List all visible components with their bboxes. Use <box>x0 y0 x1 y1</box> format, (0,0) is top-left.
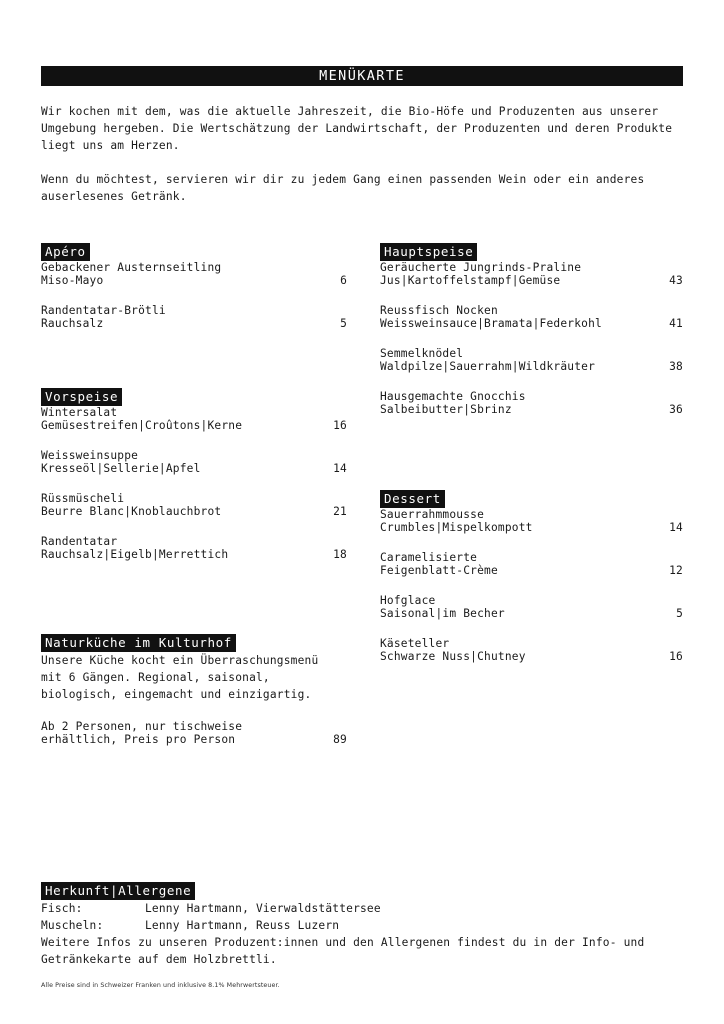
item-description: Schwarze Nuss|Chutney <box>380 650 526 663</box>
section-apero <box>41 243 347 347</box>
origin-label: Muscheln: <box>41 919 104 932</box>
intro-line: Wir kochen mit dem, was die aktuelle Jahreszeit, die Bio-Höfe und Produzenten aus unserer <box>41 105 659 118</box>
section-naturkueche <box>41 634 347 746</box>
item-description: Kresseöl|Sellerie|Apfel <box>41 462 201 475</box>
intro-text <box>41 103 691 205</box>
hauptspeise-items <box>380 261 683 416</box>
item-name: Weissweinsuppe <box>41 449 139 462</box>
item-price: 5 <box>676 607 683 620</box>
menu-item <box>380 390 683 416</box>
intro-line: liegt uns am Herzen. <box>41 139 180 152</box>
item-price: 41 <box>669 317 683 330</box>
item-name: Randentatar <box>41 535 118 548</box>
menu-item <box>41 492 347 518</box>
menu-item <box>41 406 347 432</box>
item-price: 12 <box>669 564 683 577</box>
price-note: erhältlich, Preis pro Person <box>41 733 236 746</box>
item-price: 18 <box>333 548 347 561</box>
origin-value: Lenny Hartmann, Reuss Luzern <box>145 919 340 932</box>
vorspeise-items <box>41 406 347 561</box>
item-name: Randentatar-Brötli <box>41 304 166 317</box>
origin-info-line: Weitere Infos zu unseren Produzent:innen und den Allergenen findest du in der Info- und <box>41 936 645 949</box>
item-name: Hofglace <box>380 594 436 607</box>
item-description: Crumbles|Mispelkompott <box>380 521 533 534</box>
item-name: Rüssmüscheli <box>41 492 125 505</box>
page-title: MENÜKARTE <box>41 66 683 86</box>
item-price: 16 <box>669 650 683 663</box>
origin-info-line: Getränkekarte auf dem Holzbrettli. <box>41 953 277 966</box>
menu-item <box>380 594 683 620</box>
origin-value: Lenny Hartmann, Vierwaldstättersee <box>145 902 381 915</box>
section-origin-allergens <box>41 882 691 968</box>
item-description: Saisonal|im Becher <box>380 607 505 620</box>
intro-line: auserlesenes Getränk. <box>41 190 187 203</box>
price-note: Ab 2 Personen, nur tischweise <box>41 720 243 733</box>
description-line: Unsere Küche kocht ein Überraschungsmenü <box>41 654 319 667</box>
section-heading-apero: Apéro <box>41 243 90 261</box>
section-hauptspeise <box>380 243 683 433</box>
item-price: 89 <box>333 733 347 746</box>
origin-row-fisch <box>41 900 691 917</box>
menu-item <box>41 449 347 475</box>
item-description: Salbeibutter|Sbrinz <box>380 403 512 416</box>
section-heading-hauptspeise: Hauptspeise <box>380 243 477 261</box>
menu-item <box>380 637 683 663</box>
item-price: 36 <box>669 403 683 416</box>
section-vorspeise <box>41 388 347 578</box>
intro-line: Umgebung hergeben. Die Wertschätzung der Landwirtschaft, der Produzenten und deren Produkte <box>41 122 673 135</box>
section-heading-origin: Herkunft|Allergene <box>41 882 195 900</box>
item-name: Reussfisch Nocken <box>380 304 498 317</box>
description-line: biologisch, eingemacht und einzigartig. <box>41 688 312 701</box>
item-price: 16 <box>333 419 347 432</box>
menu-item <box>380 551 683 577</box>
item-description: Rauchsalz|Eigelb|Merrettich <box>41 548 229 561</box>
item-price: 5 <box>340 317 347 330</box>
item-description: Jus|Kartoffelstampf|Gemüse <box>380 274 561 287</box>
section-dessert <box>380 490 683 680</box>
item-description: Gemüsestreifen|Croûtons|Kerne <box>41 419 243 432</box>
item-name: Sauerrahmmousse <box>380 508 485 521</box>
item-name: Caramelisierte <box>380 551 478 564</box>
item-price: 14 <box>333 462 347 475</box>
item-price: 38 <box>669 360 683 373</box>
item-name: Gebackener Austernseitling <box>41 261 222 274</box>
item-name: Käseteller <box>380 637 450 650</box>
menu-item <box>380 304 683 330</box>
price-footnote: Alle Preise sind in Schweizer Franken und inklusive 8.1% Mehrwertsteuer. <box>41 982 280 989</box>
item-description: Miso-Mayo <box>41 274 104 287</box>
item-description: Waldpilze|Sauerrahm|Wildkräuter <box>380 360 595 373</box>
item-name: Wintersalat <box>41 406 118 419</box>
apero-items <box>41 261 347 330</box>
dessert-items <box>380 508 683 663</box>
item-name: Hausgemachte Gnocchis <box>380 390 526 403</box>
origin-row-muscheln <box>41 917 691 934</box>
section-heading-vorspeise: Vorspeise <box>41 388 122 406</box>
item-price: 6 <box>340 274 347 287</box>
menu-item <box>380 508 683 534</box>
item-name: Geräucherte Jungrinds-Praline <box>380 261 582 274</box>
menu-item <box>380 261 683 287</box>
item-description: Weissweinsauce|Bramata|Federkohl <box>380 317 602 330</box>
item-description: Rauchsalz <box>41 317 104 330</box>
item-price: 21 <box>333 505 347 518</box>
origin-label: Fisch: <box>41 902 83 915</box>
description-line: mit 6 Gängen. Regional, saisonal, <box>41 671 270 684</box>
intro-line: Wenn du möchtest, servieren wir dir zu jedem Gang einen passenden Wein oder ein anderes <box>41 173 645 186</box>
menu-item <box>41 261 347 287</box>
item-description: Beurre Blanc|Knoblauchbrot <box>41 505 222 518</box>
item-price: 14 <box>669 521 683 534</box>
item-price: 43 <box>669 274 683 287</box>
naturkueche-description <box>41 652 347 703</box>
section-heading-dessert: Dessert <box>380 490 445 508</box>
naturkueche-price-info <box>41 720 347 746</box>
section-heading-naturkueche: Naturküche im Kulturhof <box>41 634 236 652</box>
item-name: Semmelknödel <box>380 347 464 360</box>
item-description: Feigenblatt-Crème <box>380 564 498 577</box>
menu-item <box>41 304 347 330</box>
menu-item <box>380 347 683 373</box>
menu-item <box>41 535 347 561</box>
